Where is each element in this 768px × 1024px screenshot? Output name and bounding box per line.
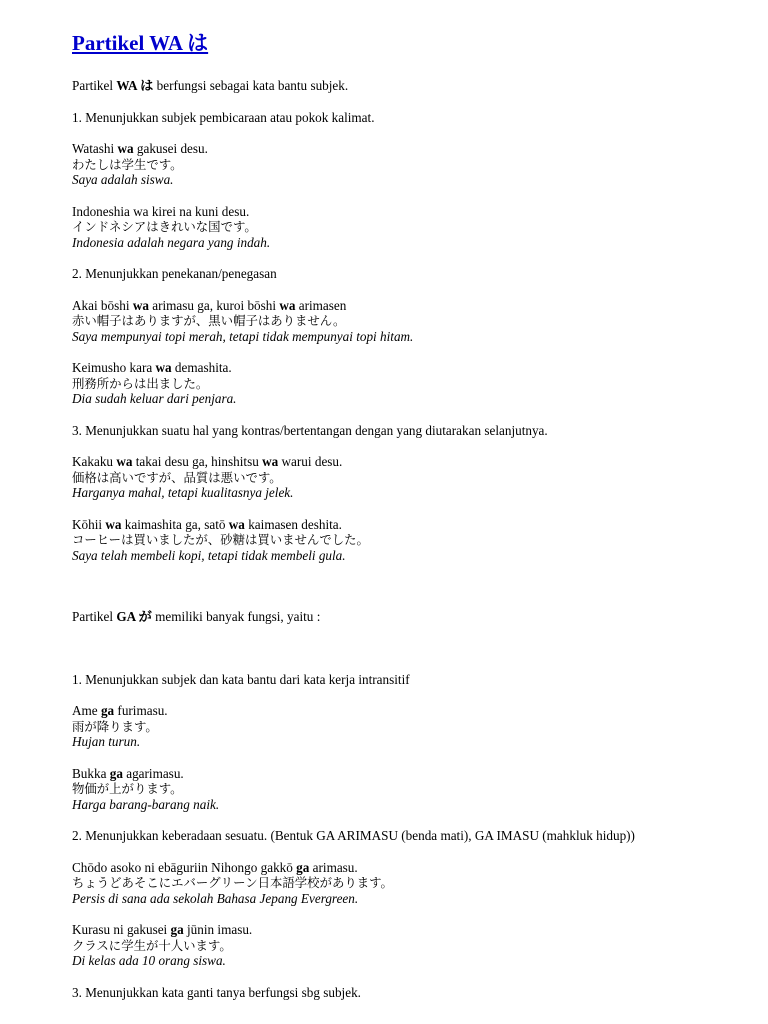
wa-section-2-heading: 2. Menunjukkan penekanan/penegasan [72, 266, 277, 281]
example-romaji: Indoneshia wa kirei na kuni desu. [72, 203, 250, 219]
example-translation: Harga barang-barang naik. [72, 796, 220, 812]
example-romaji: Akai bōshi wa arimasu ga, kuroi bōshi wa arimasen [72, 297, 347, 313]
ga-section-1-heading: 1. Menunjukkan subjek dan kata bantu dari kata kerja intransitif [72, 671, 410, 687]
example-japanese: 物価が上がります。 [72, 781, 183, 796]
example-romaji: Keimusho kara wa demashita. [72, 360, 232, 375]
example-translation: Di kelas ada 10 orang siswa. [72, 953, 226, 968]
document-page [72, 28, 752, 1000]
example-translation: Indonesia adalah negara yang indah. [72, 234, 271, 250]
wa-section-1-heading: 1. Menunjukkan subjek pembicaraan atau pokok kalimat. [72, 109, 375, 125]
wa-section-3-heading: 3. Menunjukkan suatu hal yang kontras/bertentangan dengan yang diutarakan selanjutnya. [72, 422, 548, 438]
example-translation: Saya mempunyai topi merah, tetapi tidak mempunyai topi hitam. [72, 328, 414, 344]
example-japanese: 雨が降ります。 [72, 718, 158, 734]
example-romaji: Kōhii wa kaimashita ga, satō wa kaimasen deshita. [72, 516, 342, 532]
example-romaji: Bukka ga agarimasu. [72, 765, 184, 781]
example-romaji: Kurasu ni gakusei ga jūnin imasu. [72, 922, 253, 937]
example-translation: Persis di sana ada sekolah Bahasa Jepang Evergreen. [72, 890, 359, 906]
example-japanese: コーヒーは買いましたが、砂糖は買いませんでした。 [72, 532, 369, 547]
example-translation: Harganya mahal, tetapi kualitasnya jelek. [72, 485, 294, 500]
example-translation: Hujan turun. [72, 734, 141, 749]
example-translation: Saya telah membeli kopi, tetapi tidak membeli gula. [72, 547, 346, 563]
example-japanese: インドネシアはきれいな国です。 [72, 219, 257, 234]
ga-section-2-heading: 2. Menunjukkan keberadaan sesuatu. (Bentuk GA ARIMASU (benda mati), GA IMASU (mahkluk hidup)) [72, 828, 635, 843]
example-japanese: ちょうどあそこにエバーグリーン日本語学校があります。 [72, 875, 393, 890]
example-translation: Dia sudah keluar dari penjara. [72, 391, 237, 406]
ga-intro-line: Partikel GA が memiliki banyak fungsi, yaitu : [72, 609, 321, 624]
example-romaji: Chōdo asoko ni ebāguriin Nihongo gakkō ga arimasu. [72, 859, 358, 875]
example-romaji: Watashi wa gakusei desu. [72, 141, 208, 156]
example-japanese: クラスに学生が十人います。 [72, 937, 232, 953]
example-romaji: Kakaku wa takai desu ga, hinshitsu wa warui desu. [72, 454, 343, 469]
example-translation: Saya adalah siswa. [72, 172, 174, 187]
example-japanese: 刑務所からは出ました。 [72, 375, 209, 391]
intro-line: Partikel WA は berfungsi sebagai kata bantu subjek. [72, 78, 349, 93]
page-title[interactable]: Partikel WA は [72, 31, 209, 55]
example-japanese: 価格は高いですが、品質は悪いです。 [72, 469, 282, 485]
example-japanese: わたしは学生です。 [72, 156, 183, 172]
ga-section-3-heading: 3. Menunjukkan kata ganti tanya berfungsi sbg subjek. [72, 984, 361, 1000]
example-japanese: 赤い帽子はありますが、黒い帽子はありません。 [72, 313, 346, 328]
example-romaji: Ame ga furimasu. [72, 703, 168, 718]
